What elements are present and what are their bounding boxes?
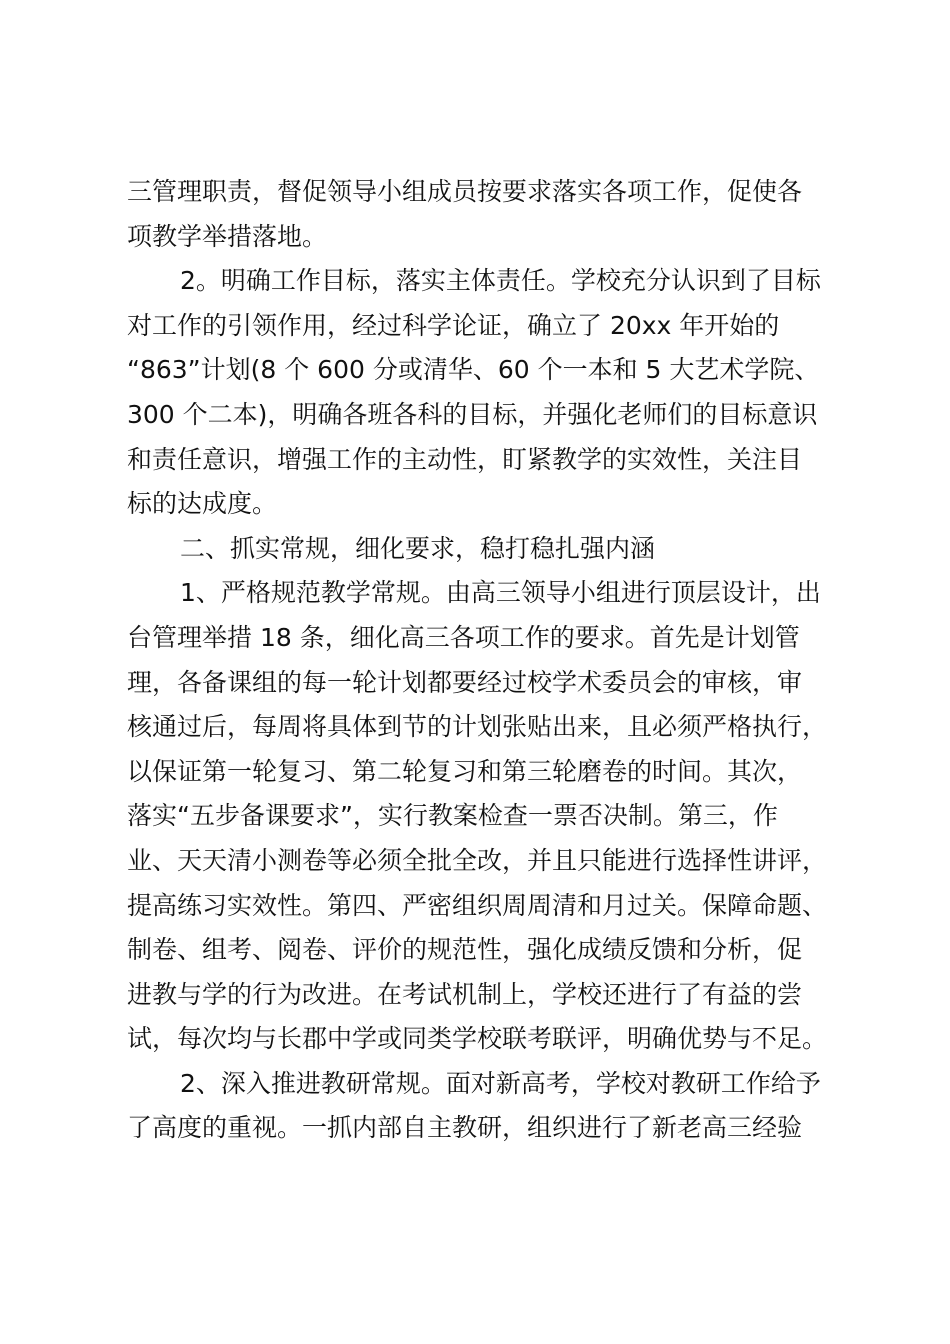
text-line: 理，各备课组的每一轮计划都要经过校学术委员会的审核，审 [127,667,803,697]
text-line: 2、深入推进教研常规。面对新高考，学校对教研工作给予 [180,1068,821,1098]
text-line: 提高练习实效性。第四、严密组织周周清和月过关。保障命题、 [127,890,828,920]
text-line: 2。明确工作目标，落实主体责任。学校充分认识到了目标 [180,266,821,296]
text-line: 核通过后，每周将具体到节的计划张贴出来，且必须严格执行， [127,712,828,742]
text-line: 落实“五步备课要求”，实行教案检查一票否决制。第三，作 [127,801,778,831]
text-line: 三管理职责，督促领导小组成员按要求落实各项工作，促使各 [127,177,803,206]
text-line: “863”计划(8 个 600 分或清华、60 个一本和 5 大艺术学院、 [127,355,820,385]
section-heading: 二、抓实常规，细化要求，稳打稳扎强内涵 [180,533,656,563]
text-line: 300 个二本)，明确各班各科的目标，并强化老师们的目标意识 [127,399,818,429]
text-line: 试，每次均与长郡中学或同类学校联考联评，明确优势与不足。 [127,1024,828,1054]
text-line: 进教与学的行为改进。在考试机制上，学校还进行了有益的尝 [127,979,803,1009]
text-line: 标的达成度。 [127,489,278,519]
text-line: 台管理举措 18 条，细化高三各项工作的要求。首先是计划管 [127,622,800,652]
document-page [127,170,837,1151]
text-line: 以保证第一轮复习、第二轮复习和第三轮磨卷的时间。其次， [127,756,803,786]
text-line: 业、天天清小测卷等必须全批全改，并且只能进行选择性讲评， [127,845,828,875]
text-line: 项教学举措落地。 [127,221,328,251]
text-line: 和责任意识，增强工作的主动性，盯紧教学的实效性，关注目 [127,444,803,474]
text-line: 了高度的重视。一抓内部自主教研，组织进行了新老高三经验 [127,1113,803,1143]
text-line: 1、严格规范教学常规。由高三领导小组进行顶层设计，出 [180,578,821,608]
text-line: 对工作的引领作用，经过科学论证，确立了 20xx 年开始的 [127,310,780,340]
text-line: 制卷、组考、阅卷、评价的规范性，强化成绩反馈和分析，促 [127,935,803,965]
